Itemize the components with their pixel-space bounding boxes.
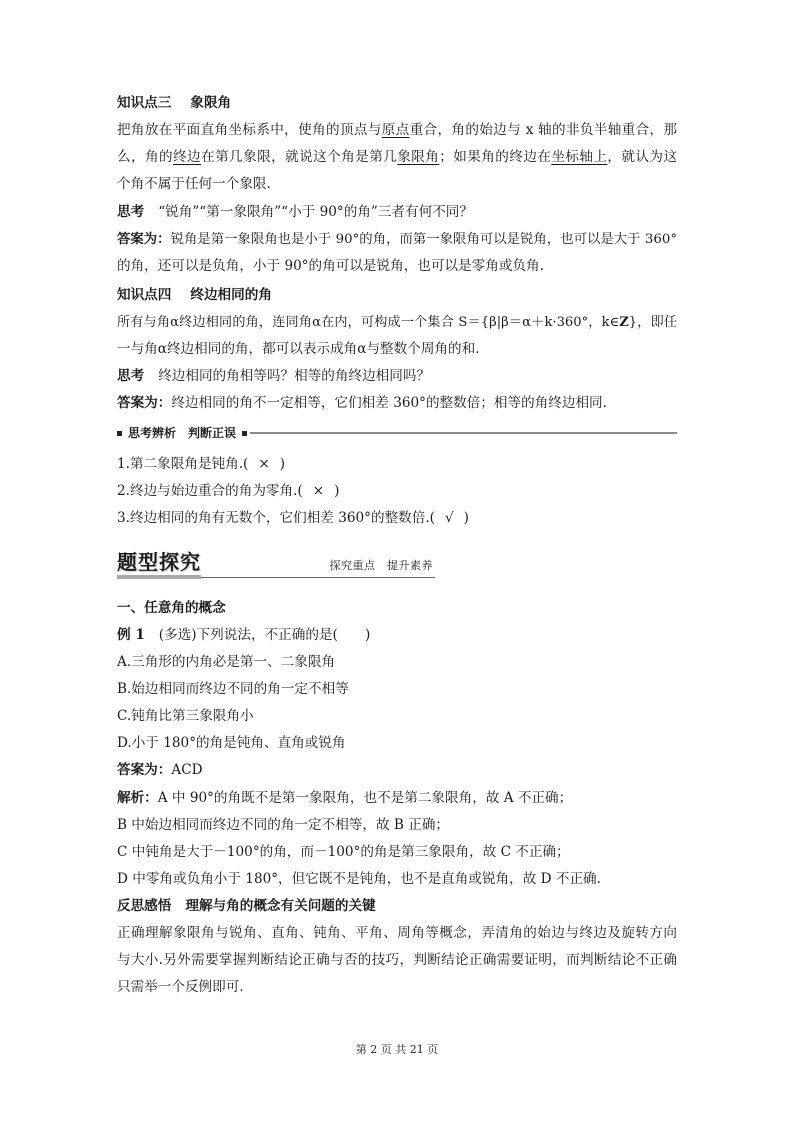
answer-label: 答案为： [117, 395, 172, 411]
text-segment: 所有与角α终边相同的角，连同角α在内，可构成一个集合 S＝{β|β＝α＋k·360°，k∈ [117, 315, 620, 330]
judge-close-paren: ) [334, 483, 340, 499]
integer-set-symbol: Z [619, 315, 629, 330]
topic-heading [117, 595, 677, 622]
text-segment: }，即任 [628, 315, 677, 330]
text-segment: 把角放在平面直角坐标系中，使角的顶点与 [117, 122, 382, 138]
think-line [117, 199, 677, 226]
cross-mark: × [258, 456, 270, 472]
paragraph-line [117, 171, 677, 198]
reflection-heading [117, 893, 677, 920]
section-title: 题型探究 [117, 550, 201, 574]
answer-line [117, 253, 677, 280]
reflection-paragraph [117, 920, 677, 1001]
square-bullet-icon [242, 431, 247, 436]
text-segment: 么，角的 [117, 149, 174, 165]
knowledge-point-label: 知识点三 [117, 95, 172, 111]
paragraph-line [117, 117, 677, 144]
judge-section-bar [117, 424, 677, 442]
answer-label: 答案为： [117, 231, 171, 247]
reflection-line: 只需举一个反例即可. [117, 979, 244, 995]
example-stem [117, 622, 677, 649]
paragraph-line [117, 309, 677, 336]
knowledge-point-4-heading [117, 282, 677, 309]
think-question-2 [117, 363, 677, 390]
think-question-text: 终边相同的角相等吗？相等的角终边相同吗？ [158, 368, 431, 384]
underlined-term: 原点 [381, 122, 410, 138]
answer-value: ACD [171, 762, 203, 778]
underlined-term: 终边 [173, 149, 202, 165]
judge-statement: 1.第二象限角是钝角.( [117, 456, 249, 472]
underlined-term: 坐标轴上 [551, 149, 608, 165]
section-subtitle: 探究重点 提升素养 [329, 559, 433, 572]
text-segment: ；如果角的终边在 [439, 149, 552, 165]
text-segment: ，就认为这 [607, 149, 677, 165]
judge-item [117, 505, 677, 532]
answer-line [117, 390, 677, 417]
square-bullet-icon [117, 431, 122, 436]
option-d: D.小于 180°的角是钝角、直角或锐角 [117, 735, 346, 751]
section-title-underbar [117, 575, 201, 579]
answer-text: 锐角是第一象限角也是小于 90°的角，而第一象限角可以是锐角，也可以是大于 360° [170, 232, 677, 247]
topic-heading-text: 一、任意角的概念 [117, 600, 226, 616]
think-label: 思考 [117, 204, 145, 220]
analysis-line: B 中始边相同而终边不同的角一定不相等，故 B 正确； [117, 817, 450, 833]
example-label: 例 1 [117, 627, 145, 643]
reflection-heading-line [117, 893, 677, 920]
analysis-line [117, 785, 677, 812]
knowledge-point-name: 终边相同的角 [190, 287, 272, 303]
answer-text: 的角，还可以是负角，小于 90°的角可以是锐角，也可以是零角或负角. [117, 258, 544, 274]
analysis-line: C 中钝角是大于－100°的角，而－100°的角是第三象限角，故 C 不正确； [117, 844, 570, 860]
heading-line [117, 90, 677, 117]
reflection-line: 与大小.另外需要掌握判断结论正确与否的技巧，判断结论正确需要证明，而判断结论不正确 [117, 952, 677, 968]
judge-items [117, 451, 677, 532]
think-question-1 [117, 199, 677, 226]
text-segment: 一与角α终边相同的角，都可以表示成角α与整数个周角的和. [117, 341, 480, 357]
analysis-text: A 中 90°的角既不是第一象限角，也不是第二象限角，故 A 不正确； [157, 790, 573, 806]
judge-close-paren: ) [463, 510, 469, 526]
example-question: (多选)下列说法，不正确的是( ) [158, 627, 371, 643]
analysis-line: D 中零角或负角小于 180°，但它既不是钝角，也不是直角或锐角，故 D 不正确. [117, 871, 601, 887]
example-answer [117, 757, 677, 784]
answer-label: 答案为： [117, 762, 172, 778]
judge-item [117, 478, 677, 505]
option-c: C.钝角比第三象限角小 [117, 708, 254, 724]
knowledge-point-4-paragraph [117, 309, 677, 363]
judge-close-paren: ) [279, 456, 286, 472]
text-segment: 重合，角的始边与 x 轴的非负半轴重合，那 [409, 122, 677, 138]
check-mark: √ [444, 510, 454, 526]
judge-item [117, 451, 677, 478]
think-line [117, 363, 677, 390]
knowledge-point-3-heading [117, 90, 677, 117]
paragraph-line [117, 336, 677, 363]
paragraph-line [117, 144, 677, 171]
judge-section-title: 思考辨析 判断正误 [128, 426, 237, 440]
divider-line [250, 432, 677, 434]
analysis-label: 解析： [117, 790, 158, 806]
example-1 [117, 622, 677, 784]
page-footer: 第 2 页 共 21 页 [355, 1043, 439, 1056]
knowledge-point-label: 知识点四 [117, 287, 172, 303]
answer-line [117, 226, 677, 253]
reflection-label: 反思感悟 [117, 898, 172, 914]
think-label: 思考 [117, 368, 145, 384]
reflection-title: 理解与角的概念有关问题的关键 [185, 898, 376, 914]
answer-2 [117, 390, 677, 417]
heading-line [117, 282, 677, 309]
answer-text: 终边相同的角不一定相等，它们相差 360°的整数倍；相等的角终边相同. [171, 395, 607, 411]
knowledge-point-3-paragraph [117, 117, 677, 198]
think-question-text: “锐角”“第一象限角”“小于 90°的角”三者有何不同？ [158, 204, 473, 220]
knowledge-point-name: 象限角 [190, 95, 232, 111]
underlined-term: 象限角 [397, 149, 440, 165]
judge-statement: 2.终边与始边重合的角为零角.( [117, 483, 303, 499]
option-b: B.始边相同而终边不同的角一定不相等 [117, 681, 349, 697]
text-segment: 在第几象限，就说这个角是第几 [201, 149, 398, 165]
example-analysis [117, 785, 677, 893]
judge-statement: 3.终边相同的角有无数个，它们相差 360°的整数倍.( [117, 510, 435, 526]
text-segment: 个角不属于任何一个象限. [117, 176, 271, 192]
reflection-line: 正确理解象限角与锐角、直角、钝角、平角、周角等概念，弄清角的始边与终边及旋转方向 [117, 925, 677, 941]
option-a: A.三角形的内角必是第一、二象限角 [117, 654, 336, 670]
cross-mark: × [312, 483, 325, 499]
answer-1 [117, 226, 677, 280]
section-divider-line [201, 577, 435, 578]
